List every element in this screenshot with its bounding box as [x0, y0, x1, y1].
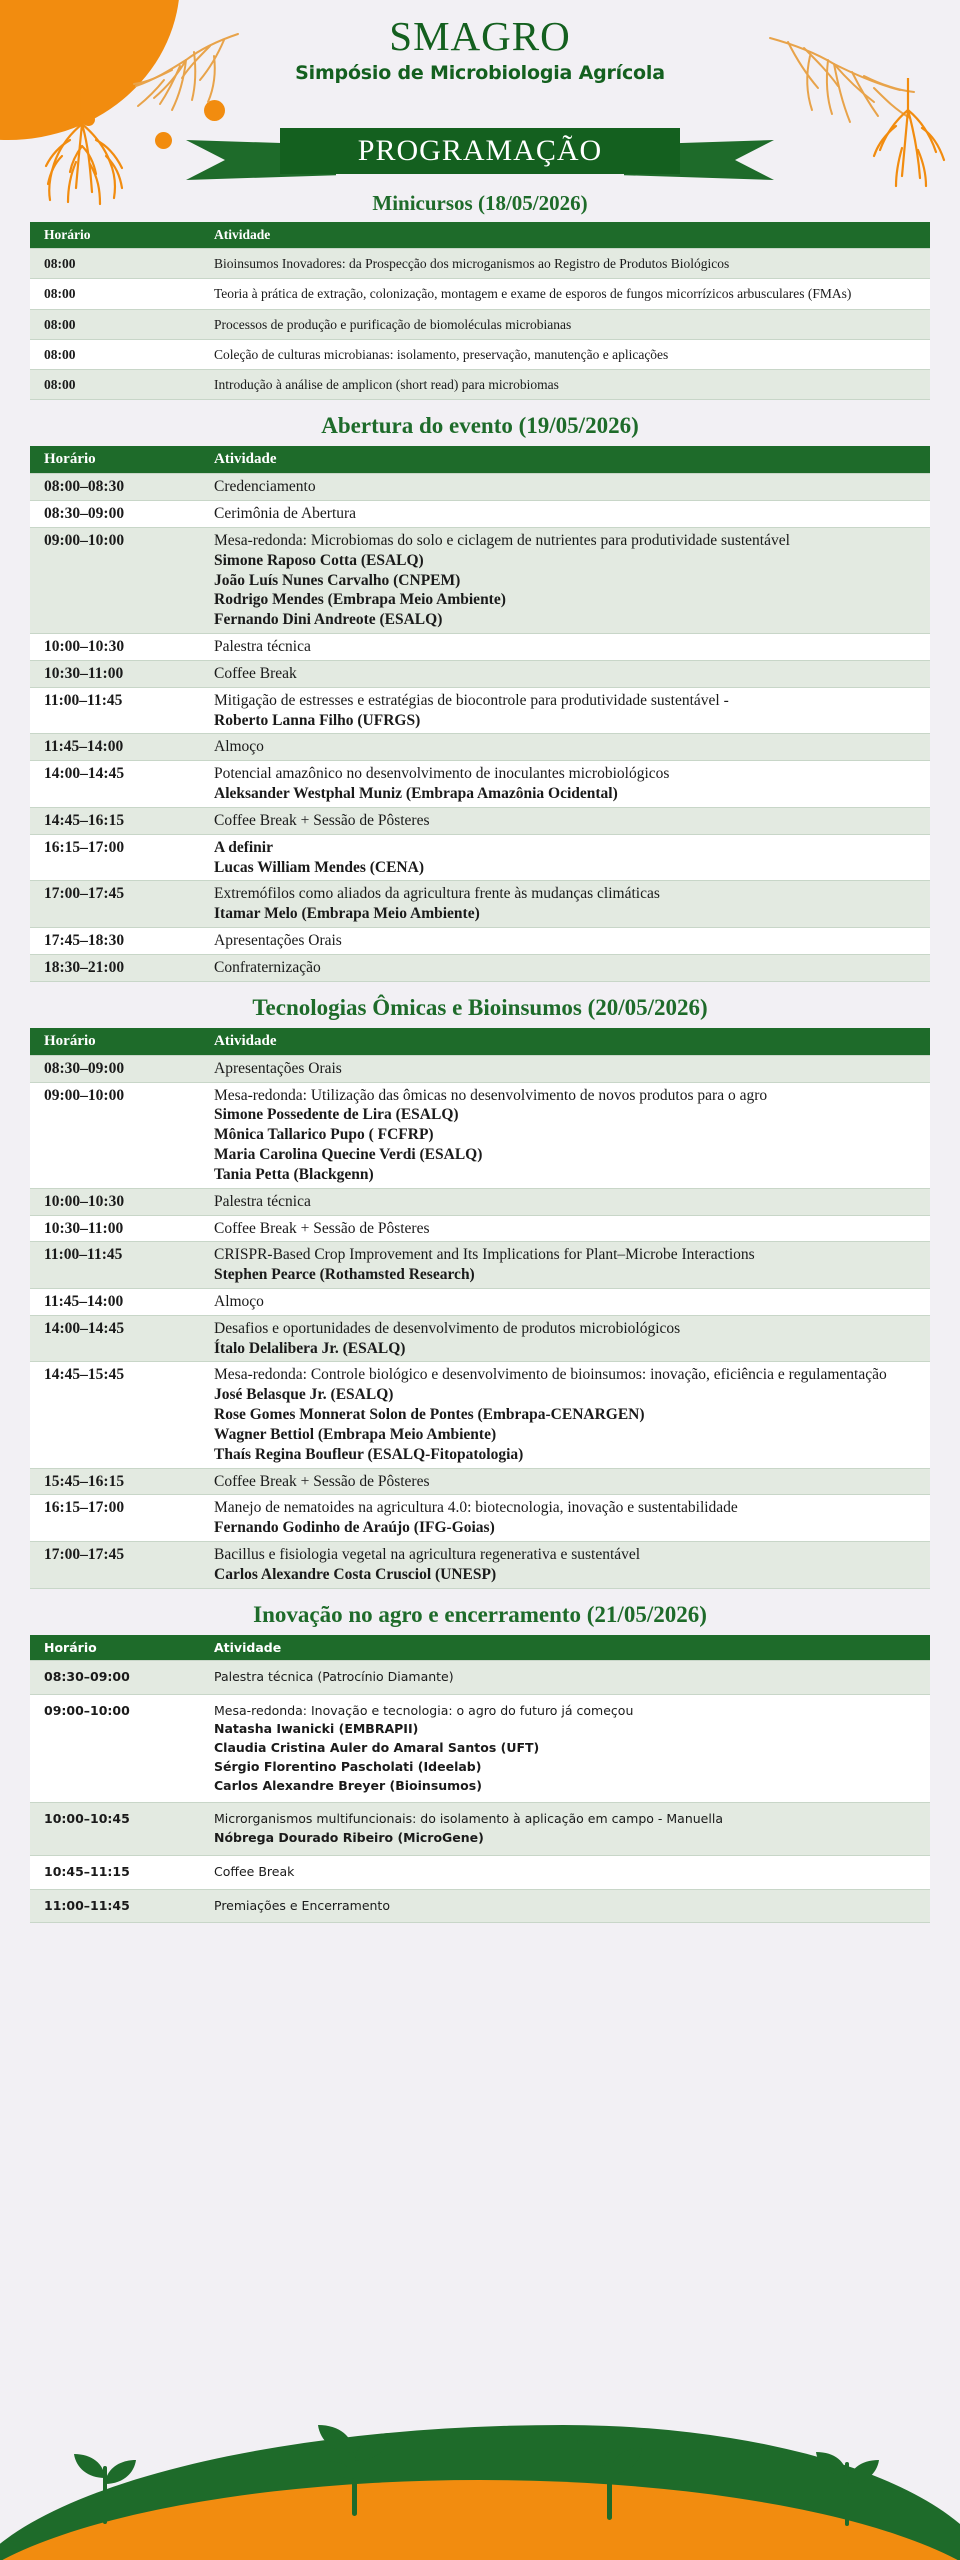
cell-activity	[200, 1803, 930, 1856]
table-row	[30, 339, 930, 369]
activity-text: Introdução à análise de amplicon (short read) para microbiomas	[214, 377, 559, 393]
activity-text: Desafios e oportunidades de desenvolvimento de produtos microbiológicos	[214, 1319, 681, 1337]
schedule-table	[30, 446, 930, 981]
activity-text: Palestra técnica	[214, 1192, 311, 1210]
speaker-name: Aleksander Westphal Muniz (Embrapa Amazônia Ocidental)	[214, 785, 618, 803]
table-row	[30, 734, 930, 761]
cell-activity	[200, 1188, 930, 1215]
cell-time: 08:30–09:00	[30, 1660, 200, 1694]
speaker-name: Fernando Godinho de Araújo (IFG-Goias)	[214, 1519, 495, 1537]
cell-activity	[200, 527, 930, 633]
sprout-illustration	[560, 2432, 660, 2520]
column-header-time: Horário	[30, 446, 200, 474]
table-row	[30, 834, 930, 881]
activity-text: CRISPR-Based Crop Improvement and Its Implications for Plant–Microbe Interactions	[214, 1246, 755, 1264]
table-row	[30, 954, 930, 981]
speaker-name: A definir	[214, 838, 273, 856]
speaker-name: Wagner Bettiol (Embrapa Meio Ambiente)	[214, 1425, 497, 1443]
cell-time: 11:00–11:45	[30, 1242, 200, 1289]
cell-activity	[200, 501, 930, 528]
table-row	[30, 309, 930, 339]
cell-activity	[200, 834, 930, 881]
bottom-decoration	[0, 2380, 960, 2560]
cell-time: 08:00	[30, 249, 200, 279]
activity-text: Extremófilos como aliados da agricultura frente às mudanças climáticas	[214, 885, 660, 903]
column-header-time: Horário	[30, 1028, 200, 1056]
section-title: Minicursos (18/05/2026)	[372, 191, 588, 215]
table-row	[30, 1855, 930, 1889]
table-row	[30, 1242, 930, 1289]
sprout-illustration	[800, 2444, 895, 2526]
sprout-illustration	[300, 2421, 410, 2516]
cell-activity	[200, 1289, 930, 1316]
column-header-activity: Atividade	[200, 222, 930, 249]
speaker-name: Mônica Tallarico Pupo ( FCFRP)	[214, 1126, 434, 1144]
orange-dot	[82, 113, 95, 126]
cell-time: 08:00–08:30	[30, 474, 200, 501]
table-header-row	[30, 1635, 930, 1661]
programacao-ribbon	[0, 128, 960, 184]
speaker-name: Roberto Lanna Filho (UFRGS)	[214, 711, 421, 729]
activity-text: Bioinsumos Inovadores: da Prospecção dos microganismos ao Registro de Produtos Biológicos	[214, 256, 730, 271]
cell-activity	[200, 881, 930, 928]
cell-activity	[200, 634, 930, 661]
table-header-row	[30, 222, 930, 249]
cell-activity	[200, 1055, 930, 1082]
cell-time: 10:45–11:15	[30, 1855, 200, 1889]
table-row	[30, 1289, 930, 1316]
green-wave-shape	[0, 2425, 960, 2560]
activity-text: Credenciamento	[214, 478, 316, 496]
speaker-name: Lucas William Mendes (CENA)	[214, 858, 424, 876]
cell-activity	[200, 1215, 930, 1242]
table-row	[30, 660, 930, 687]
ribbon-label: PROGRAMAÇÃO	[357, 134, 603, 167]
activity-text: Bacillus e fisiologia vegetal na agricultura regenerativa e sustentável	[214, 1546, 641, 1564]
cell-time: 11:00–11:45	[30, 1889, 200, 1923]
cell-activity	[200, 279, 930, 309]
activity-text: Mesa-redonda: Controle biológico e desenvolvimento de bioinsumos: inovação, eficiência e regulamentação	[214, 1366, 887, 1384]
cell-time: 08:00	[30, 279, 200, 309]
cell-activity	[200, 1889, 930, 1923]
table-row	[30, 807, 930, 834]
activity-text: Confraternização	[214, 958, 321, 976]
cell-activity	[200, 1694, 930, 1803]
table-header-row	[30, 446, 930, 474]
activity-text: Almoço	[214, 738, 264, 756]
cell-activity	[200, 1855, 930, 1889]
activity-text: Almoço	[214, 1293, 264, 1310]
logo-tagline: Simpósio de Microbiologia Agrícola	[295, 62, 665, 84]
cell-activity	[200, 1315, 930, 1362]
table-row	[30, 1082, 930, 1188]
activity-text: Premiações e Encerramento	[214, 1897, 390, 1913]
cell-time: 11:45–14:00	[30, 1289, 200, 1316]
cell-time: 10:30–11:00	[30, 1215, 200, 1242]
cell-time: 14:45–15:45	[30, 1362, 200, 1468]
cell-activity	[200, 339, 930, 369]
cell-activity	[200, 734, 930, 761]
activity-text: Apresentações Orais	[214, 932, 342, 950]
speaker-name: José Belasque Jr. (ESALQ)	[214, 1386, 394, 1404]
table-row	[30, 1694, 930, 1803]
cell-time: 10:00–10:45	[30, 1803, 200, 1856]
cell-time: 16:15–17:00	[30, 1495, 200, 1542]
table-row	[30, 279, 930, 309]
activity-text: Mesa-redonda: Inovação e tecnologia: o agro do futuro já começou	[214, 1702, 634, 1718]
cell-time: 09:00–10:00	[30, 1082, 200, 1188]
cell-time: 14:45–16:15	[30, 807, 200, 834]
table-row	[30, 1055, 930, 1082]
cell-time: 17:45–18:30	[30, 928, 200, 955]
schedule-table	[30, 222, 930, 400]
cell-time: 10:00–10:30	[30, 1188, 200, 1215]
activity-text: Palestra técnica	[214, 638, 311, 656]
speaker-name: Simone Possedente de Lira (ESALQ)	[214, 1106, 459, 1124]
table-row	[30, 1660, 930, 1694]
cell-activity	[200, 954, 930, 981]
activity-text: Cerimônia de Abertura	[214, 505, 357, 523]
speaker-name: Carlos Alexandre Costa Crusciol (UNESP)	[214, 1565, 497, 1583]
table-row	[30, 1542, 930, 1589]
cell-activity	[200, 474, 930, 501]
table-row	[30, 1495, 930, 1542]
activity-text: Teoria à prática de extração, colonização, montagem e exame de esporos de fungos micorrízicos arbusculares (FMAs)	[214, 286, 852, 302]
speaker-name: Natasha Iwanicki (EMBRAPII)	[214, 1721, 419, 1737]
cell-time: 17:00–17:45	[30, 1542, 200, 1589]
table-header-row	[30, 1028, 930, 1056]
table-row	[30, 249, 930, 279]
table-row	[30, 634, 930, 661]
speaker-name: Tania Petta (Blackgenn)	[214, 1165, 374, 1183]
activity-text: Microrganismos multifuncionais: do isolamento à aplicação em campo - Manuella	[214, 1811, 723, 1827]
cell-time: 09:00–10:00	[30, 527, 200, 633]
activity-text: Coffee Break + Sessão de Pôsteres	[214, 1219, 430, 1237]
activity-text: Potencial amazônico no desenvolvimento de inoculantes microbiológicos	[214, 765, 670, 783]
speaker-name: Maria Carolina Quecine Verdi (ESALQ)	[214, 1146, 483, 1164]
cell-activity	[200, 309, 930, 339]
activity-text: Processos de produção e purificação de biomoléculas microbianas	[214, 316, 572, 332]
cell-time: 09:00–10:00	[30, 1694, 200, 1803]
speaker-name: Rose Gomes Monnerat Solon de Pontes (Embrapa-CENARGEN)	[214, 1406, 645, 1424]
orange-dot	[204, 100, 225, 121]
cell-time: 14:00–14:45	[30, 1315, 200, 1362]
cell-time: 11:00–11:45	[30, 687, 200, 734]
column-header-time: Horário	[30, 222, 200, 249]
speaker-name: Itamar Melo (Embrapa Meio Ambiente)	[214, 905, 480, 923]
cell-activity	[200, 1468, 930, 1495]
table-row	[30, 1468, 930, 1495]
speaker-name: Thaís Regina Boufleur (ESALQ-Fitopatologia)	[214, 1445, 524, 1463]
table-row	[30, 1188, 930, 1215]
speaker-name: Simone Raposo Cotta (ESALQ)	[214, 551, 424, 569]
cell-activity	[200, 1542, 930, 1589]
speaker-name: Rodrigo Mendes (Embrapa Meio Ambiente)	[214, 591, 506, 609]
section-title: Inovação no agro e encerramento (21/05/2026)	[253, 1601, 707, 1627]
cell-activity	[200, 1495, 930, 1542]
speaker-name: Stephen Pearce (Rothamsted Research)	[214, 1266, 475, 1284]
activity-text: Coffee Break + Sessão de Pôsteres	[214, 811, 430, 829]
cell-activity	[200, 660, 930, 687]
section-title: Tecnologias Ômicas e Bioinsumos (20/05/2026)	[252, 994, 708, 1020]
cell-activity	[200, 687, 930, 734]
cell-time: 15:45–16:15	[30, 1468, 200, 1495]
table-row	[30, 1362, 930, 1468]
cell-activity	[200, 249, 930, 279]
activity-text: Palestra técnica (Patrocínio Diamante)	[214, 1668, 454, 1684]
activity-text: Manejo de nematoides na agricultura 4.0: biotecnologia, inovação e sustentabilidade	[214, 1499, 738, 1517]
column-header-activity: Atividade	[200, 446, 930, 474]
schedule-sections	[0, 184, 960, 1923]
cell-activity	[200, 1082, 930, 1188]
speaker-name: Fernando Dini Andreote (ESALQ)	[214, 611, 443, 629]
cell-time: 08:30–09:00	[30, 1055, 200, 1082]
cell-time: 08:00	[30, 309, 200, 339]
section-title: Abertura do evento (19/05/2026)	[321, 413, 639, 439]
speaker-name: Ítalo Delalibera Jr. (ESALQ)	[214, 1339, 406, 1357]
activity-text: Coffee Break + Sessão de Pôsteres	[214, 1472, 430, 1490]
table-row	[30, 527, 930, 633]
cell-activity	[200, 1242, 930, 1289]
cell-time: 10:30–11:00	[30, 660, 200, 687]
activity-text: Mitigação de estresses e estratégias de biocontrole para produtividade sustentável -	[214, 691, 729, 709]
column-header-activity: Atividade	[200, 1028, 930, 1056]
cell-time: 08:00	[30, 339, 200, 369]
table-row	[30, 501, 930, 528]
speaker-name: Claudia Cristina Auler do Amaral Santos (UFT)	[214, 1740, 540, 1756]
cell-activity	[200, 761, 930, 808]
speaker-name: Carlos Alexandre Breyer (Bioinsumos)	[214, 1777, 482, 1793]
cell-time: 08:00	[30, 370, 200, 400]
cell-time: 08:30–09:00	[30, 501, 200, 528]
cell-activity	[200, 1660, 930, 1694]
cell-time: 17:00–17:45	[30, 881, 200, 928]
speaker-name: Nóbrega Dourado Ribeiro (MicroGene)	[214, 1830, 484, 1846]
table-row	[30, 474, 930, 501]
schedule-table	[30, 1635, 930, 1924]
cell-time: 11:45–14:00	[30, 734, 200, 761]
table-row	[30, 1889, 930, 1923]
table-row	[30, 1315, 930, 1362]
orange-wave-shape	[0, 2480, 960, 2560]
cell-time: 10:00–10:30	[30, 634, 200, 661]
activity-text: Coffee Break	[214, 664, 297, 682]
schedule-table	[30, 1028, 930, 1589]
table-row	[30, 1215, 930, 1242]
activity-text: Mesa-redonda: Microbiomas do solo e ciclagem de nutrientes para produtividade sustentável	[214, 531, 790, 549]
cell-activity	[200, 1362, 930, 1468]
logo-brand: smagro	[389, 0, 571, 63]
speaker-name: João Luís Nunes Carvalho (CNPEM)	[214, 571, 461, 589]
column-header-activity: Atividade	[200, 1635, 930, 1661]
ribbon-body	[280, 128, 680, 174]
speaker-name: Sérgio Florentino Pascholati (Ideelab)	[214, 1758, 482, 1774]
table-row	[30, 1803, 930, 1856]
cell-time: 18:30–21:00	[30, 954, 200, 981]
logo-block	[0, 2, 960, 84]
cell-activity	[200, 928, 930, 955]
sprout-illustration	[60, 2444, 150, 2524]
activity-text: Coleção de culturas microbianas: isolamento, preservação, manutenção e aplicações	[214, 346, 669, 362]
table-row	[30, 687, 930, 734]
table-row	[30, 370, 930, 400]
table-row	[30, 881, 930, 928]
activity-text: Mesa-redonda: Utilização das ômicas no desenvolvimento de novos produtos para o agro	[214, 1086, 768, 1104]
table-row	[30, 761, 930, 808]
table-row	[30, 928, 930, 955]
activity-text: Coffee Break	[214, 1863, 295, 1879]
cell-activity	[200, 370, 930, 400]
activity-text: Apresentações Orais	[214, 1059, 342, 1077]
cell-activity	[200, 807, 930, 834]
column-header-time: Horário	[30, 1635, 200, 1661]
cell-time: 14:00–14:45	[30, 761, 200, 808]
cell-time: 16:15–17:00	[30, 834, 200, 881]
